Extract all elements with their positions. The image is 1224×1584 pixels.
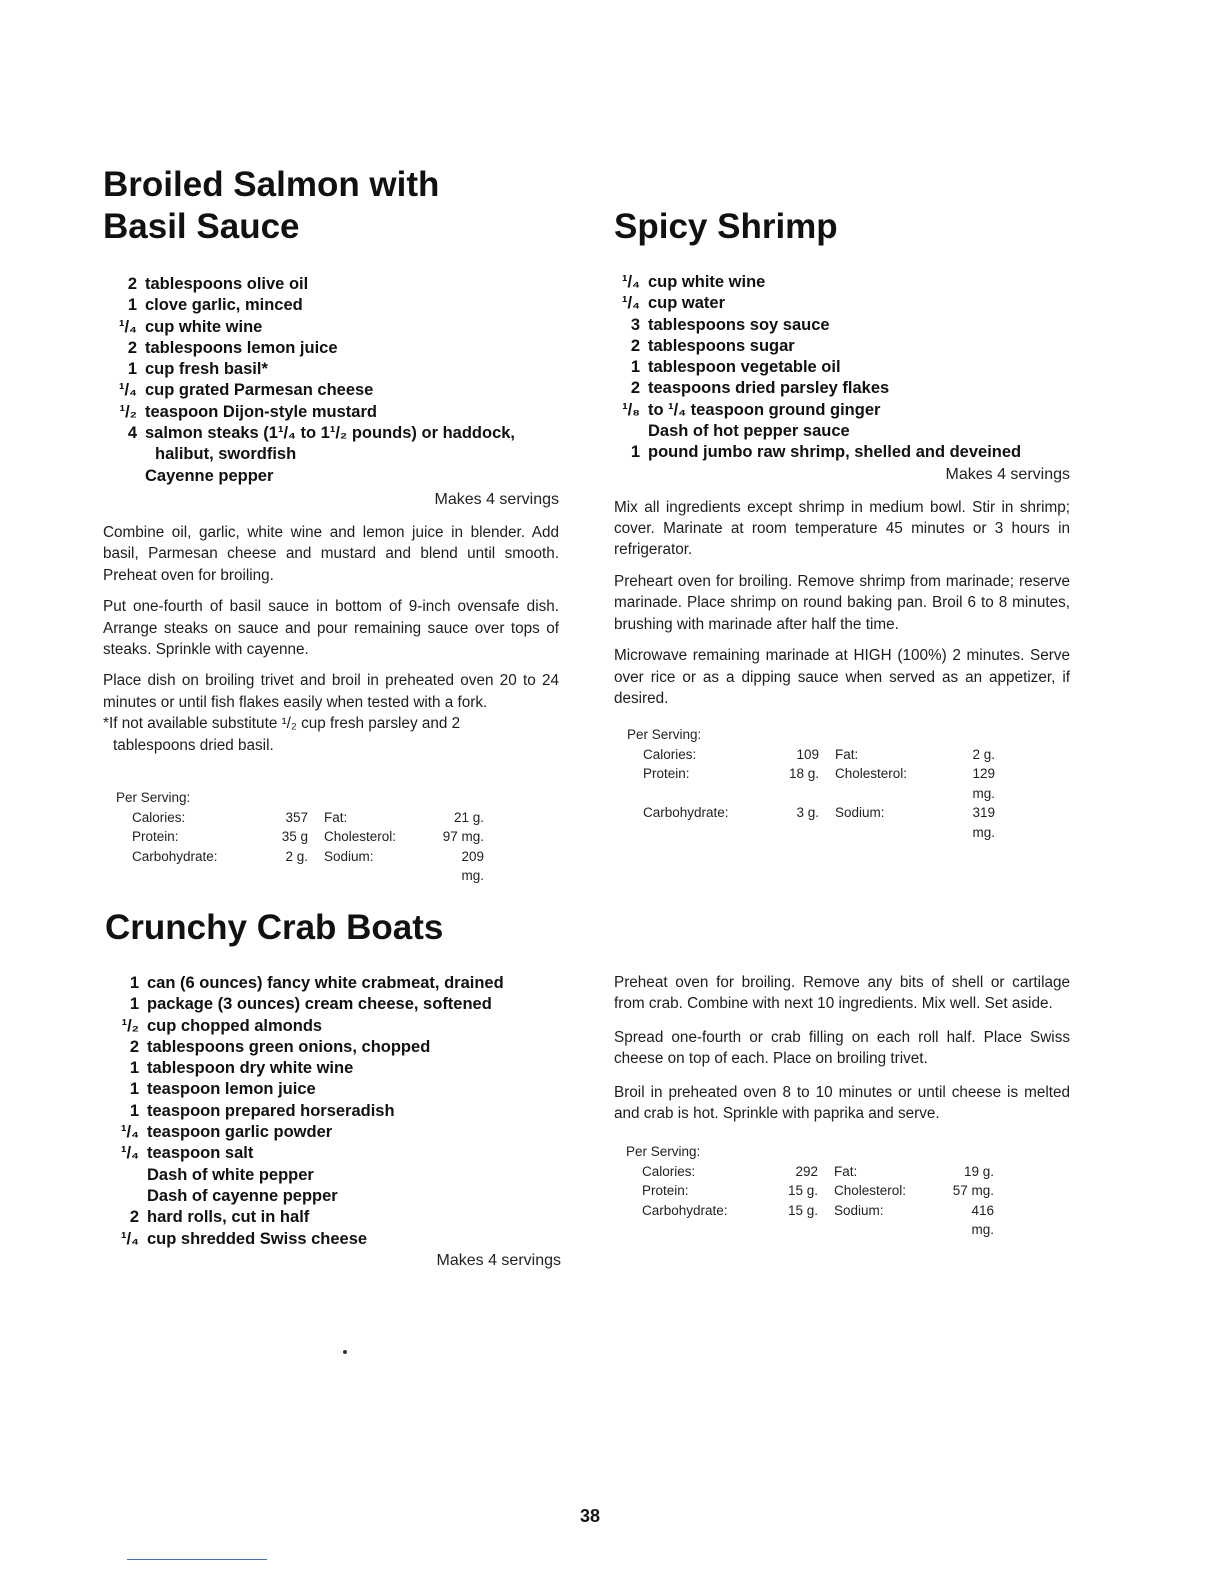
ingredient-item [105, 1229, 561, 1250]
ingredient-item [103, 295, 559, 316]
title-line-2: Basil Sauce [103, 207, 300, 246]
ingredient-text: cup white wine [648, 273, 766, 291]
nutrient-value: 57 mg. [952, 1183, 994, 1199]
direction-paragraph: Broil in preheated oven 8 to 10 minutes or until cheese is melted and crab is hot. Sprinkle with paprika and serve. [614, 1083, 1070, 1123]
ingredient-item [103, 317, 559, 338]
ingredient-quantity: 2 [129, 1037, 139, 1056]
nutrient-value: 209 mg. [461, 848, 484, 884]
nutrient-value: 15 g. [787, 1202, 818, 1218]
ingredient-item [606, 400, 1070, 421]
ingredient-item [606, 272, 1070, 293]
ingredient-quantity: ¹/₈ [622, 400, 640, 419]
ingredient-item [103, 359, 559, 380]
ingredient-quantity: 1 [630, 358, 640, 377]
ingredient-quantity [105, 1165, 147, 1186]
nutrition-row [626, 1201, 1070, 1240]
ingredient-text: cup white wine [145, 317, 263, 336]
ingredient-text: salmon steaks (1¹/₄ to 1¹/₂ pounds) or haddock, [145, 424, 516, 443]
ingredient-quantity: ¹/₄ [121, 1229, 139, 1248]
nutrition-table-salmon [116, 788, 559, 886]
ingredient-quantity: 1 [129, 974, 139, 992]
direction-paragraph: Put one-fourth of basil sauce in bottom of 9-inch ovensafe dish. Arrange steaks on sauce and pour remaining sauce over tops of steaks. Sprinkle with cayenne. [103, 598, 559, 658]
ingredient-item [105, 973, 561, 994]
ingredient-item [105, 1037, 561, 1058]
ingredient-text: teaspoon prepared horseradish [147, 1101, 395, 1120]
print-speck [343, 1350, 347, 1354]
nutrient-label: Carbohydrate: [642, 1202, 728, 1218]
ingredient-text: tablespoon dry white wine [147, 1059, 354, 1078]
ingredient-item [105, 1079, 561, 1100]
direction-paragraph: Combine oil, garlic, white wine and lemon juice in blender. Add basil, Parmesan cheese and mustard and blend until smooth. Preheat oven for broiling. [103, 523, 559, 584]
nutrient-label: Calories: [132, 809, 186, 825]
ingredient-quantity: ¹/₄ [622, 294, 640, 313]
ingredient-item [105, 994, 561, 1015]
nutrient-value: 416 mg. [971, 1202, 994, 1238]
nutrient-label: Fat: [835, 746, 859, 762]
ingredient-quantity: 2 [630, 379, 640, 398]
recipe-title-crab: Crunchy Crab Boats [105, 908, 444, 947]
ingredient-text: teaspoon lemon juice [147, 1080, 316, 1099]
ingredient-quantity: ¹/₂ [121, 1016, 139, 1035]
footnote-line-2: tablespoons dried basil. [113, 736, 274, 754]
ingredient-text: cup fresh basil* [145, 360, 268, 379]
page-number: 38 [579, 1506, 601, 1526]
ingredient-quantity: 2 [129, 1208, 139, 1227]
ingredient-text: tablespoons sugar [648, 336, 795, 355]
ingredient-text: clove garlic, minced [145, 296, 303, 315]
ingredient-quantity: 1 [127, 296, 137, 315]
ingredient-text: pound jumbo raw shrimp, shelled and deveined [648, 443, 1022, 462]
direction-paragraph: Preheat oven for broiling. Remove any bits of shell or cartilage from crab. Combine with next 10 ingredients. Mix well. Set aside. [614, 974, 1070, 1013]
ingredient-item [606, 442, 1070, 463]
footnote-line-1: *If not available substitute ¹/₂ cup fresh parsley and 2 [103, 715, 461, 733]
ingredient-item [103, 338, 559, 359]
servings-salmon: Makes 4 servings [434, 490, 559, 508]
title-line-1: Broiled Salmon with [103, 165, 440, 204]
ingredient-quantity: 1 [129, 1059, 139, 1078]
ingredient-item [103, 423, 559, 444]
footnote-salmon [103, 713, 559, 756]
ingredient-item [606, 357, 1070, 378]
ingredient-item [105, 1186, 561, 1207]
ingredient-item [606, 315, 1070, 336]
ingredient-quantity: 3 [630, 315, 640, 334]
nutrition-row [626, 1162, 1070, 1182]
ingredient-text: tablespoons lemon juice [145, 338, 338, 357]
ingredient-quantity: ¹/₄ [119, 317, 137, 336]
ingredient-item [103, 380, 559, 401]
nutrition-header: Per Serving: [627, 727, 702, 743]
ingredient-text: hard rolls, cut in half [147, 1208, 310, 1227]
nutrient-value: 97 mg. [442, 829, 484, 845]
ingredient-item [103, 444, 559, 465]
nutrient-value: 3 g. [796, 805, 819, 821]
recipe-title-salmon [103, 164, 559, 248]
ingredient-quantity [103, 444, 145, 465]
nutrient-label: Fat: [834, 1163, 858, 1179]
nutrient-label: Protein: [643, 766, 690, 782]
nutrition-row [627, 764, 1070, 803]
ingredient-list-shrimp [606, 272, 1070, 464]
nutrient-value: 15 g. [787, 1183, 818, 1199]
ingredient-quantity: 1 [129, 995, 139, 1014]
nutrient-value: 292 [795, 1163, 818, 1179]
ingredient-quantity: ¹/₄ [119, 381, 137, 400]
ingredient-text: Dash of white pepper [147, 1165, 314, 1184]
nutrient-value: 129 mg. [972, 766, 995, 801]
ingredient-item [105, 1207, 561, 1228]
ingredient-text: tablespoons olive oil [145, 275, 309, 293]
ingredient-quantity: ¹/₄ [622, 273, 640, 291]
ingredient-item [103, 274, 559, 295]
direction-paragraph: Place dish on broiling trivet and broil in preheated oven 20 to 24 minutes or until fish flakes easily when tested with a fork. [103, 672, 559, 711]
direction-paragraph: Microwave remaining marinade at HIGH (100%) 2 minutes. Serve over rice or as a dipping sauce when served as an appetizer, if desired. [614, 647, 1070, 707]
nutrition-table-shrimp [627, 725, 1070, 842]
ingredient-quantity: ¹/₄ [121, 1144, 139, 1163]
recipe-broiled-salmon [103, 164, 559, 886]
nutrient-label: Calories: [642, 1163, 696, 1179]
ingredient-quantity: 1 [127, 360, 137, 379]
direction-paragraph: Spread one-fourth or crab filling on each roll half. Place Swiss cheese on top of each. Place on broiling trivet. [614, 1028, 1070, 1068]
ingredient-text: cup water [648, 294, 726, 313]
ingredient-item [103, 466, 559, 487]
nutrient-label: Sodium: [324, 848, 374, 864]
ingredient-text: Dash of cayenne pepper [147, 1186, 338, 1205]
ingredient-item [606, 378, 1070, 399]
nutrient-value: 109 [796, 746, 819, 762]
nutrient-value: 357 [285, 809, 308, 825]
nutrient-label: Cholesterol: [834, 1183, 907, 1199]
nutrient-value: 35 g [281, 829, 308, 845]
nutrient-label: Protein: [642, 1183, 689, 1199]
ingredient-item [105, 1058, 561, 1079]
ingredient-text: teaspoon garlic powder [147, 1123, 333, 1142]
ingredient-text: cup grated Parmesan cheese [145, 381, 374, 400]
recipe-title-shrimp: Spicy Shrimp [614, 207, 838, 246]
ingredient-text: cup chopped almonds [147, 1016, 323, 1035]
recipe-crunchy-crab [105, 907, 561, 1271]
directions-crab [614, 972, 1070, 1240]
ingredient-text: Dash of hot pepper sauce [648, 422, 850, 441]
nutrient-value: 21 g. [453, 809, 484, 825]
ingredient-quantity: ¹/₂ [119, 402, 137, 421]
ingredient-text: halibut, swordfish [155, 445, 297, 464]
servings-shrimp: Makes 4 servings [945, 465, 1070, 483]
nutrition-row [626, 1181, 1070, 1201]
ingredient-quantity [606, 421, 648, 442]
nutrient-value: 19 g. [963, 1163, 994, 1179]
nutrient-value: 2 g. [972, 746, 995, 762]
nutrient-label: Fat: [324, 809, 348, 825]
ingredient-item [105, 1143, 561, 1164]
ingredient-item [105, 1101, 561, 1122]
ingredient-text: to ¹/₄ teaspoon ground ginger [648, 400, 881, 419]
nutrition-row [116, 808, 559, 828]
nutrition-row [116, 827, 559, 847]
ingredient-text: tablespoons soy sauce [648, 315, 830, 334]
nutrition-header: Per Serving: [116, 790, 191, 806]
ingredient-text: teaspoons dried parsley flakes [648, 379, 890, 398]
ingredient-text: teaspoon salt [147, 1144, 254, 1163]
directions-salmon [103, 522, 559, 756]
ingredient-text: tablespoon vegetable oil [648, 358, 841, 377]
ingredient-quantity: ¹/₄ [121, 1123, 139, 1142]
nutrient-label: Sodium: [835, 805, 885, 821]
ingredient-text: cup shredded Swiss cheese [147, 1229, 368, 1248]
ingredient-text: tablespoons green onions, chopped [147, 1037, 431, 1056]
direction-paragraph: Preheart oven for broiling. Remove shrimp from marinade; reserve marinade. Place shrimp on round baking pan. Broil 6 to 8 minutes, brushing with marinade after half the time. [614, 572, 1070, 633]
nutrient-label: Cholesterol: [835, 766, 908, 782]
ingredient-item [105, 1165, 561, 1186]
ingredient-text: can (6 ounces) fancy white crabmeat, drained [147, 974, 504, 992]
nutrient-label: Carbohydrate: [643, 805, 729, 821]
ingredient-quantity: 4 [127, 424, 137, 443]
ingredient-quantity: 2 [127, 338, 137, 357]
recipe-spicy-shrimp [614, 206, 1070, 842]
ingredient-quantity: 1 [630, 443, 640, 462]
nutrition-table-crab [626, 1142, 1070, 1240]
servings-crab: Makes 4 servings [436, 1251, 561, 1269]
ingredient-quantity [103, 466, 145, 487]
ingredient-list-salmon [103, 274, 559, 487]
ingredient-quantity: 2 [630, 336, 640, 355]
direction-paragraph: Mix all ingredients except shrimp in medium bowl. Stir in shrimp; cover. Marinate at room temperature 45 minutes or 3 hours in refrigerator. [614, 498, 1070, 559]
ingredient-item [606, 421, 1070, 442]
ingredient-item [105, 1016, 561, 1037]
footer-rule [127, 1559, 267, 1560]
nutrient-label: Protein: [132, 829, 179, 845]
ingredient-text: teaspoon Dijon-style mustard [145, 402, 377, 421]
ingredient-item [105, 1122, 561, 1143]
nutrient-value: 18 g. [788, 766, 819, 782]
nutrition-row [627, 745, 1070, 765]
nutrient-label: Sodium: [834, 1202, 884, 1218]
nutrition-row [627, 803, 1070, 842]
ingredient-item [606, 336, 1070, 357]
nutrient-label: Carbohydrate: [132, 848, 218, 864]
ingredient-quantity: 1 [129, 1101, 139, 1120]
nutrition-row [116, 847, 559, 886]
nutrient-value: 319 mg. [972, 805, 995, 840]
nutrient-label: Cholesterol: [324, 829, 397, 845]
ingredient-item [606, 293, 1070, 314]
ingredient-quantity [105, 1186, 147, 1207]
ingredient-list-crab [105, 973, 561, 1250]
ingredient-text: Cayenne pepper [145, 466, 274, 485]
nutrient-value: 2 g. [285, 848, 308, 864]
ingredient-item [103, 402, 559, 423]
nutrition-header: Per Serving: [626, 1144, 701, 1160]
ingredient-quantity: 2 [127, 275, 137, 293]
nutrient-label: Calories: [643, 746, 697, 762]
ingredient-quantity: 1 [129, 1080, 139, 1099]
directions-shrimp [614, 497, 1070, 710]
ingredient-text: package (3 ounces) cream cheese, softened [147, 995, 492, 1014]
